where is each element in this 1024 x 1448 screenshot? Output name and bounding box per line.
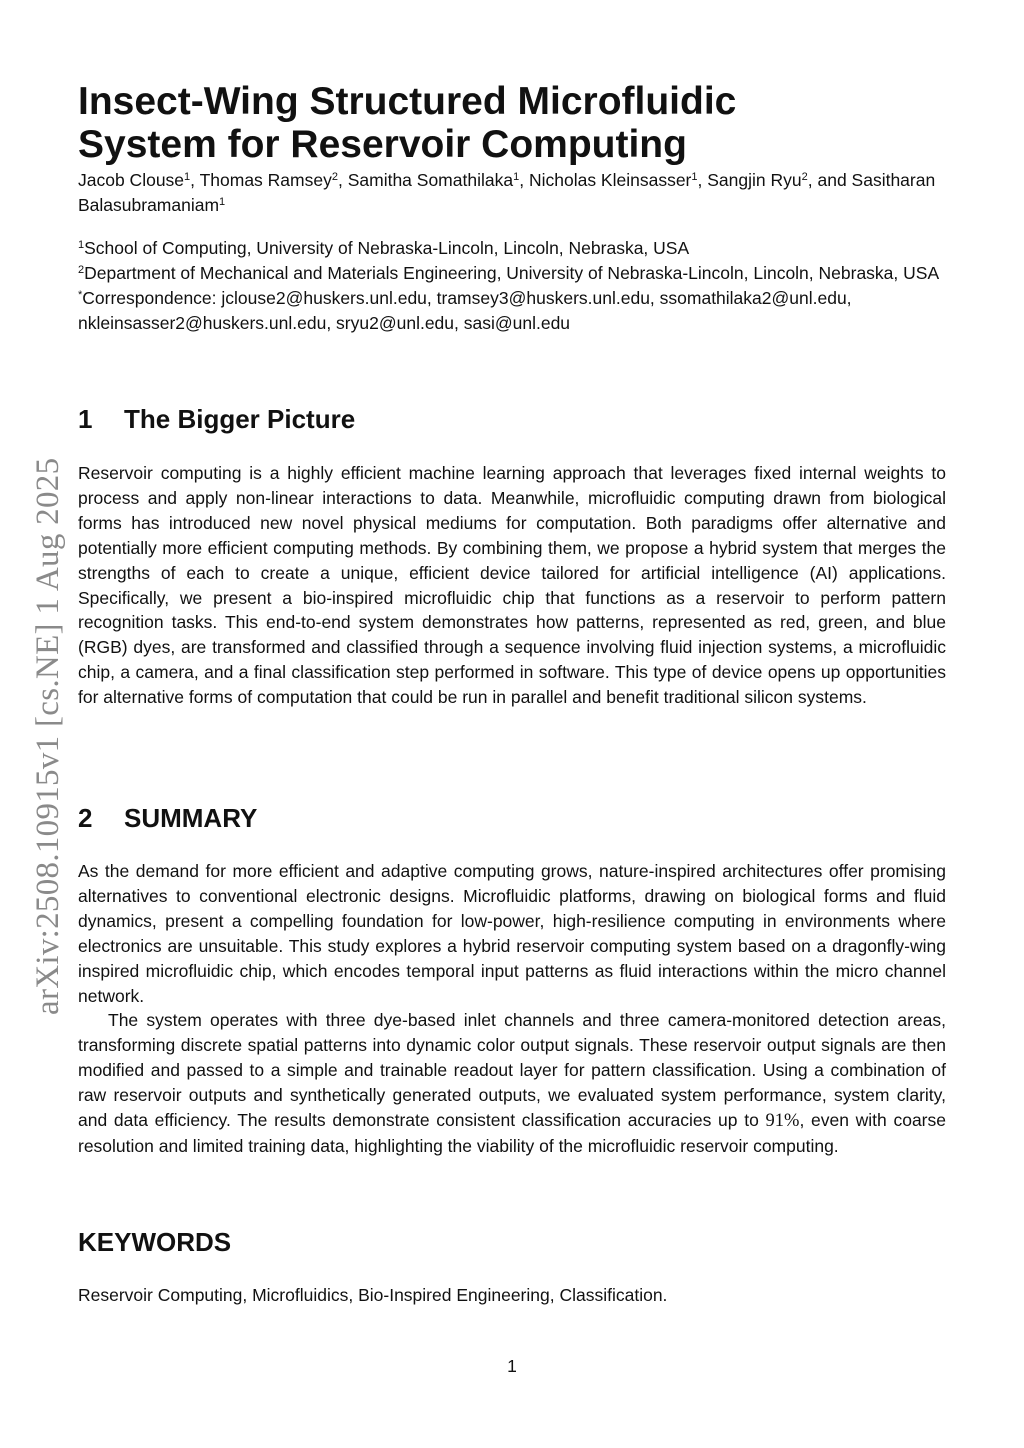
paper-title <box>78 80 958 166</box>
author-list <box>78 168 958 218</box>
section-title: SUMMARY <box>124 803 258 833</box>
summary-text: The system operates with three dye-based inlet channels and three camera-monitored detection areas, transforming discrete spatial patterns into dynamic color output signals. These reservoir output signals are then modified and passed to a simple and trainable readout layer for pattern classification. Using a combination of raw reservoir outputs and synthetically generated outputs, we evaluated system performance, system clarity, and data efficiency. The results demonstrate consistent classification accuracies up to <box>78 1010 946 1131</box>
author-affiliation-mark: 1 <box>513 171 520 183</box>
section-1-body: Reservoir computing is a highly efficient machine learning approach that leverages fixed internal weights to process and apply non-linear interactions to data. Meanwhile, microfluidic computing drawn from biological forms has introduced new novel physical mediums for computation. Both paradigms offer alternative and potentially more efficient computing methods. By combining them, we propose a hybrid system that merges the strengths of each to create a unique, efficient device tailored for artificial intelligence (AI) applications. Specifically, we present a bio-inspired microfluidic chip that functions as a reservoir to perform pattern recognition tasks. This end-to-end system demonstrates how patterns, represented as red, green, and blue (RGB) dyes, are transformed and classified through a sequence involving fluid injection systems, a microfluidic chip, a camera, and a final classification step performed in software. This type of device opens up opportunities for alternative forms of computation that could be run in parallel and benefit traditional silicon systems. <box>78 463 946 708</box>
author-name: Jacob Clouse <box>78 170 185 190</box>
section-title: The Bigger Picture <box>124 404 356 434</box>
author-name: Thomas Ramsey <box>199 170 332 190</box>
arxiv-stamp: arXiv:2508.10915v1 [cs.NE] 1 Aug 2025 <box>30 457 66 1015</box>
section-number: 1 <box>78 404 93 434</box>
section-number: 2 <box>78 803 93 833</box>
page-number: 1 <box>507 1356 517 1376</box>
author-separator: , <box>697 170 708 190</box>
section-2-heading <box>78 803 958 833</box>
affiliation-2 <box>78 261 958 286</box>
author-separator: , and <box>807 170 852 190</box>
summary-paragraph-2 <box>78 1008 946 1158</box>
author-affiliation-mark: 2 <box>331 171 338 183</box>
author-separator: , <box>190 170 200 190</box>
author-name: Sangjin Ryu <box>707 170 802 190</box>
summary-text: , even with coarse resolution and limited training data, highlighting the viability of the microfluidic reservoir computing. <box>78 1110 946 1156</box>
affiliation-mark: 1 <box>78 239 85 251</box>
section-1-heading <box>78 404 958 434</box>
keywords-heading: KEYWORDS <box>78 1227 232 1257</box>
correspondence-text: Correspondence: jclouse2@huskers.unl.edu, tramsey3@huskers.unl.edu, ssomathilaka2@unl.edu, nkleinsasser2@huskers.unl.edu, sryu2@unl.edu, sasi@unl.edu <box>78 288 852 333</box>
summary-paragraph-1: As the demand for more efficient and adaptive computing grows, nature-inspired architectures offer promising alternatives to conventional electronic designs. Microfluidic platforms, drawing on biological forms and fluid dynamics, present a compelling foundation for low-power, high-resilience computing in environments where electronics are unsuitable. This study explores a hybrid reservoir computing system based on a dragonfly-wing inspired microfluidic chip, which encodes temporal input patterns as fluid interactions within the micro channel network. <box>78 861 946 1006</box>
author-name: Sasitharan Balasubramaniam <box>78 170 936 215</box>
affiliation-text: Department of Mechanical and Materials Engineering, University of Nebraska-Lincoln, Lincoln, Nebraska, USA <box>84 263 940 283</box>
author-affiliation-mark: 1 <box>184 171 191 183</box>
title-line-1: Insect-Wing Structured Microfluidic <box>78 80 737 123</box>
author-affiliation-mark: 1 <box>691 171 698 183</box>
affiliation-text: School of Computing, University of Nebraska-Lincoln, Lincoln, Nebraska, USA <box>84 238 690 258</box>
correspondence <box>78 286 958 336</box>
title-line-2: System for Reservoir Computing <box>78 123 687 166</box>
correspondence-mark: * <box>78 289 83 301</box>
author-name: Samitha Somathilaka <box>347 170 514 190</box>
accuracy-value: 91% <box>765 1111 800 1132</box>
affiliations <box>78 236 958 336</box>
affiliation-1 <box>78 236 958 261</box>
keywords-text: Reservoir Computing, Microfluidics, Bio-Inspired Engineering, Classification. <box>78 1285 668 1305</box>
author-name: Nicholas Kleinsasser <box>528 170 692 190</box>
section-2-body <box>78 859 946 1159</box>
author-separator: , <box>337 170 348 190</box>
author-affiliation-mark: 2 <box>801 171 808 183</box>
author-separator: , <box>519 170 529 190</box>
affiliation-mark: 2 <box>78 264 85 276</box>
author-affiliation-mark: 1 <box>219 196 226 208</box>
